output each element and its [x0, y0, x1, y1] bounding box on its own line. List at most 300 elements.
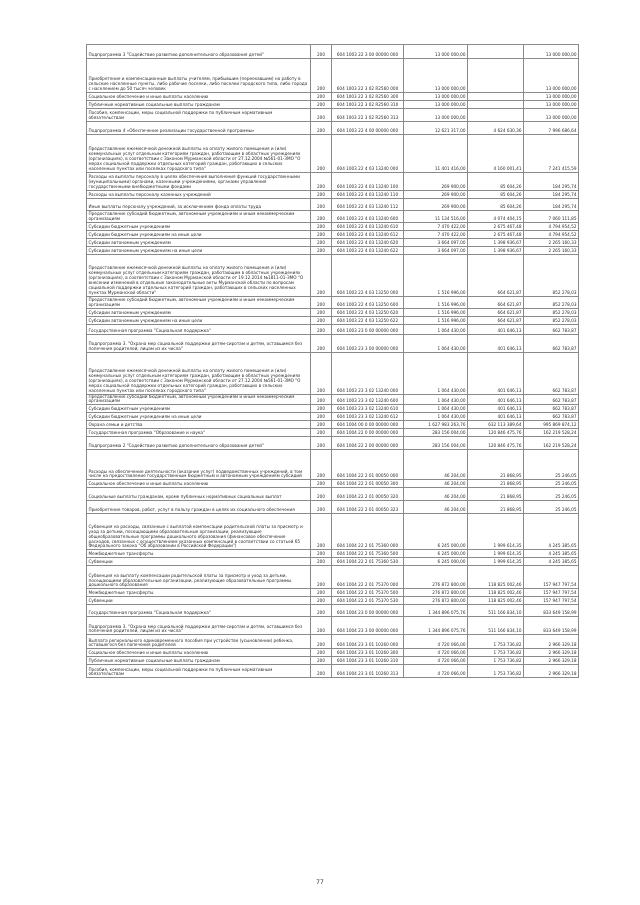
row-description: Предоставление субсидий бюджетным, автономным учреждениям и иным некоммерческим организациям — [87, 210, 311, 222]
table-row — [87, 649, 579, 657]
row-budget-code: 604 1003 22 4 03 13250 600 — [332, 296, 404, 308]
row-remaining-amount: 25 246,05 — [524, 501, 579, 514]
row-executed-amount: 85 604,26 — [468, 190, 524, 198]
row-budget-code: 604 1003 22 3 02 R2560 313 — [332, 108, 404, 121]
table-row — [87, 222, 579, 230]
table-row — [87, 296, 579, 308]
row-admin-code: 200 — [311, 566, 332, 589]
row-executed-amount: 401 646,13 — [468, 324, 524, 334]
row-admin-code: 200 — [311, 617, 332, 635]
row-admin-code: 200 — [311, 550, 332, 558]
row-executed-amount: 85 604,26 — [468, 198, 524, 210]
table-row — [87, 246, 579, 254]
row-remaining-amount: 662 783,87 — [524, 334, 579, 352]
table-row — [87, 617, 579, 635]
row-admin-code: 200 — [311, 308, 332, 316]
row-approved-amount: 283 156 004,00 — [404, 429, 468, 437]
row-description: Подпрограмма 4 «Обеспечение реализации государственной программы» — [87, 121, 311, 134]
row-executed-amount: 4 160 001,41 — [468, 134, 524, 172]
row-budget-code: 604 1003 22 4 03 13240 112 — [332, 198, 404, 210]
row-remaining-amount: 13 000 000,00 — [524, 45, 579, 59]
row-approved-amount: 1 064 430,00 — [404, 405, 468, 413]
row-admin-code: 200 — [311, 134, 332, 172]
row-remaining-amount: 162 219 528,24 — [524, 429, 579, 437]
row-admin-code: 200 — [311, 413, 332, 421]
row-approved-amount: 7 470 422,00 — [404, 222, 468, 230]
row-description: Субсидии автономным учреждениям — [87, 238, 311, 246]
row-description: Субсидии бюджетным учреждениям — [87, 405, 311, 413]
row-admin-code: 200 — [311, 665, 332, 678]
table-row — [87, 45, 579, 59]
row-admin-code: 200 — [311, 589, 332, 597]
row-admin-code: 200 — [311, 405, 332, 413]
table-row — [87, 597, 579, 605]
row-budget-code: 604 1004 22 2 01 00050 000 — [332, 450, 404, 480]
table-row — [87, 566, 579, 589]
row-description: Подпрограмма 3. "Охрана мер социальной поддержки детям-сиротам и детям, оставшимся без попечения родителей, лицам из их числа" — [87, 334, 311, 352]
row-description: Субсидии бюджетным учреждениям на иные цели — [87, 413, 311, 421]
row-budget-code: 604 1003 23 3 02 13240 610 — [332, 405, 404, 413]
row-remaining-amount: 4 794 954,52 — [524, 230, 579, 238]
row-executed-amount: 401 646,13 — [468, 334, 524, 352]
row-executed-amount: 664 621,87 — [468, 316, 524, 324]
row-description: Предоставление ежемесячной денежной выплаты на оплату жилого помещения и (или) коммунальных услуг отдельным категориям граждан, работающим в областных учреждениях (организациях), в соответствии с Законом Мурманской области от 27.12.2004 №561-01-ЗМО "О мерах социальной поддержки отдельных категорий граждан, работающих в сельских населенных пунктах или поселках городского типа" — [87, 352, 311, 394]
row-description: Подпрограмма 2 "Содействие развитию дополнительного образования детей" — [87, 437, 311, 450]
row-budget-code: 604 1003 22 4 03 13240 100 — [332, 172, 404, 190]
row-executed-amount: 664 621,87 — [468, 254, 524, 296]
row-approved-amount: 1 516 996,00 — [404, 254, 468, 296]
row-budget-code: 604 1003 23 3 02 13240 612 — [332, 413, 404, 421]
row-executed-amount: 120 846 475,76 — [468, 429, 524, 437]
table-row — [87, 334, 579, 352]
row-budget-code: 604 1004 22 2 01 00050 320 — [332, 488, 404, 501]
row-budget-code: 604 1003 22 3 02 R2560 000 — [332, 58, 404, 92]
row-admin-code: 200 — [311, 230, 332, 238]
row-remaining-amount: 7 996 686,64 — [524, 121, 579, 134]
row-description: Социальное обеспечение и иные выплаты населению — [87, 649, 311, 657]
row-description: Подпрограмма 3. "Охрана мер социальной поддержки детям-сиротам и детям, оставшимся без попечения родителей, лицам из их числа" — [87, 617, 311, 635]
row-executed-amount: 401 646,13 — [468, 413, 524, 421]
row-approved-amount: 4 720 066,00 — [404, 649, 468, 657]
row-executed-amount — [468, 100, 524, 108]
row-executed-amount: 21 868,95 — [468, 450, 524, 480]
row-admin-code: 200 — [311, 394, 332, 405]
row-budget-code: 604 1004 22 2 01 75370 530 — [332, 597, 404, 605]
row-remaining-amount: 184 295,74 — [524, 190, 579, 198]
row-admin-code: 200 — [311, 437, 332, 450]
row-remaining-amount: 13 000 000,00 — [524, 58, 579, 92]
row-description: Субвенции — [87, 597, 311, 605]
row-admin-code: 200 — [311, 238, 332, 246]
row-admin-code: 200 — [311, 190, 332, 198]
row-approved-amount: 46 204,00 — [404, 480, 468, 488]
row-approved-amount: 13 000 000,00 — [404, 100, 468, 108]
table-row — [87, 108, 579, 121]
row-budget-code: 604 1004 22 2 01 75370 000 — [332, 566, 404, 589]
row-remaining-amount: 184 295,74 — [524, 172, 579, 190]
row-description: Пособия, компенсации, меры социальной поддержки по публичным нормативным обязательствам — [87, 108, 311, 121]
row-budget-code: 604 1004 22 2 01 75360 500 — [332, 550, 404, 558]
row-budget-code: 604 1003 22 3 00 00000 000 — [332, 45, 404, 59]
row-budget-code: 604 1004 23 3 00 00000 000 — [332, 617, 404, 635]
row-admin-code: 200 — [311, 222, 332, 230]
row-approved-amount: 269 900,00 — [404, 172, 468, 190]
row-budget-code: 604 1003 22 4 03 13240 620 — [332, 238, 404, 246]
table-row — [87, 488, 579, 501]
row-admin-code: 200 — [311, 514, 332, 550]
row-approved-amount: 11 134 516,00 — [404, 210, 468, 222]
row-remaining-amount: 162 219 528,24 — [524, 437, 579, 450]
row-description: Предоставление ежемесячной денежной выплаты на оплату жилого помещения и (или) коммунальных услуг отдельным категориям граждан, работающим в областных учреждениях (организациях), в соответствии с Законом Мурманской области от 19.12.2014 №1811-01-ЗМО "О внесении изменений в отдельные законодательные акты Мурманской области по вопросам социальной поддержки отдельных категорий граждан, работающих в сельских населенных пунктах Мурманской области" — [87, 254, 311, 296]
row-executed-amount: 1 398 936,67 — [468, 246, 524, 254]
row-approved-amount: 1 064 430,00 — [404, 334, 468, 352]
table-row — [87, 324, 579, 334]
row-description: Расходы на выплаты персоналу казенных учреждений — [87, 190, 311, 198]
row-approved-amount: 276 872 800,00 — [404, 566, 468, 589]
table-row — [87, 421, 579, 429]
row-budget-code: 604 1003 22 3 02 R2560 300 — [332, 92, 404, 100]
row-admin-code: 200 — [311, 172, 332, 190]
row-executed-amount: 4 074 404,15 — [468, 210, 524, 222]
row-description: Межбюджетные трансферты — [87, 550, 311, 558]
table-row — [87, 450, 579, 480]
row-remaining-amount: 13 000 000,00 — [524, 108, 579, 121]
row-executed-amount: 401 646,13 — [468, 394, 524, 405]
table-row — [87, 635, 579, 649]
table-row — [87, 429, 579, 437]
table-row — [87, 605, 579, 617]
table-row — [87, 210, 579, 222]
row-approved-amount: 276 872 800,00 — [404, 597, 468, 605]
row-admin-code: 200 — [311, 296, 332, 308]
budget-execution-table — [86, 44, 579, 678]
row-description: Предоставление субсидий бюджетным, автономным учреждениям и иным некоммерческим организациям — [87, 296, 311, 308]
row-budget-code: 604 1004 22 2 01 75360 530 — [332, 558, 404, 566]
row-approved-amount: 46 204,00 — [404, 450, 468, 480]
row-description: Субсидии автономным учреждениям — [87, 308, 311, 316]
row-executed-amount: 21 868,95 — [468, 501, 524, 514]
table-row — [87, 665, 579, 678]
page-number: 77 — [316, 879, 324, 886]
row-description: Государственная программа "Социальная поддержка" — [87, 324, 311, 334]
row-remaining-amount: 157 947 797,54 — [524, 589, 579, 597]
row-approved-amount: 13 000 000,00 — [404, 92, 468, 100]
row-executed-amount: 1 753 736,82 — [468, 649, 524, 657]
row-budget-code: 604 1003 22 4 03 13240 610 — [332, 222, 404, 230]
row-approved-amount: 13 000 000,00 — [404, 45, 468, 59]
row-budget-code: 604 1003 22 3 02 R2560 310 — [332, 100, 404, 108]
row-approved-amount: 1 344 896 075,76 — [404, 605, 468, 617]
row-executed-amount — [468, 45, 524, 59]
row-description: Расходы на обеспечение деятельности (оказание услуг) подведомственных учреждений, в том числе на предоставление государственным бюджетным и автономным учреждениям субсидий — [87, 450, 311, 480]
row-budget-code: 604 1003 23 0 00 00000 000 — [332, 324, 404, 334]
row-remaining-amount: 852 278,03 — [524, 296, 579, 308]
row-remaining-amount: 852 278,03 — [524, 308, 579, 316]
row-approved-amount: 4 720 066,00 — [404, 635, 468, 649]
table-row — [87, 100, 579, 108]
table-row — [87, 352, 579, 394]
table-row — [87, 514, 579, 550]
row-admin-code: 200 — [311, 334, 332, 352]
row-budget-code: 604 1003 22 4 03 13240 600 — [332, 210, 404, 222]
row-description: Приобретение и компенсационные выплаты учителям, прибывшим (переехавшим) на работу в сельские населенные пункты, либо рабочие поселки, либо поселки городского типа, либо города с населением до 50 тысяч человек — [87, 58, 311, 92]
row-admin-code: 200 — [311, 450, 332, 480]
row-remaining-amount: 2 966 329,18 — [524, 665, 579, 678]
row-approved-amount: 276 872 800,00 — [404, 589, 468, 597]
row-approved-amount: 3 664 097,00 — [404, 246, 468, 254]
row-remaining-amount: 25 246,05 — [524, 450, 579, 480]
row-remaining-amount: 662 783,87 — [524, 324, 579, 334]
row-admin-code: 200 — [311, 657, 332, 665]
table-row — [87, 480, 579, 488]
row-approved-amount: 6 245 000,00 — [404, 550, 468, 558]
row-budget-code: 604 1003 23 3 02 13240 600 — [332, 394, 404, 405]
table-row — [87, 550, 579, 558]
row-description: Публичные нормативные социальные выплаты гражданам — [87, 657, 311, 665]
row-admin-code: 200 — [311, 108, 332, 121]
row-executed-amount: 664 621,87 — [468, 296, 524, 308]
row-approved-amount: 1 516 996,00 — [404, 308, 468, 316]
row-budget-code: 604 1003 22 4 03 13240 000 — [332, 134, 404, 172]
row-executed-amount — [468, 108, 524, 121]
row-budget-code: 604 1004 23 3 01 10260 310 — [332, 657, 404, 665]
row-description: Субсидии бюджетным учреждениям — [87, 222, 311, 230]
table-row — [87, 198, 579, 210]
row-budget-code: 604 1003 22 4 03 13240 612 — [332, 230, 404, 238]
row-description: Выплата регионального единовременного пособия при устройстве (усыновлении) ребенка, оставшегося без попечения родителей — [87, 635, 311, 649]
row-admin-code: 200 — [311, 352, 332, 394]
row-admin-code: 200 — [311, 254, 332, 296]
row-admin-code: 200 — [311, 558, 332, 566]
row-admin-code: 200 — [311, 421, 332, 429]
row-remaining-amount: 25 246,05 — [524, 488, 579, 501]
row-approved-amount: 7 470 422,00 — [404, 230, 468, 238]
row-approved-amount: 1 064 430,00 — [404, 352, 468, 394]
row-remaining-amount: 833 649 158,99 — [524, 605, 579, 617]
row-remaining-amount: 4 245 385,65 — [524, 514, 579, 550]
row-description: Субсидии бюджетным учреждениям на иные цели — [87, 230, 311, 238]
table-row — [87, 190, 579, 198]
row-approved-amount: 46 204,00 — [404, 501, 468, 514]
row-budget-code: 604 1004 22 2 01 75360 000 — [332, 514, 404, 550]
row-executed-amount — [468, 92, 524, 100]
row-admin-code: 200 — [311, 488, 332, 501]
row-description: Приобретение товаров, работ, услуг в пользу граждан в целях их социального обеспечения — [87, 501, 311, 514]
row-approved-amount: 13 000 000,00 — [404, 108, 468, 121]
row-admin-code: 200 — [311, 605, 332, 617]
row-approved-amount: 46 204,00 — [404, 488, 468, 501]
row-remaining-amount: 25 246,05 — [524, 480, 579, 488]
row-admin-code: 200 — [311, 45, 332, 59]
row-executed-amount: 118 825 002,46 — [468, 566, 524, 589]
row-admin-code: 200 — [311, 635, 332, 649]
row-executed-amount: 118 825 002,46 — [468, 589, 524, 597]
table-row — [87, 308, 579, 316]
row-description: Социальные выплаты гражданам, кроме публичных нормативных социальных выплат — [87, 488, 311, 501]
row-budget-code: 604 1003 23 3 02 13240 000 — [332, 352, 404, 394]
row-budget-code: 604 1003 22 4 03 13240 110 — [332, 190, 404, 198]
row-remaining-amount: 4 794 954,52 — [524, 222, 579, 230]
row-admin-code: 200 — [311, 121, 332, 134]
table-row — [87, 558, 579, 566]
table-row — [87, 92, 579, 100]
row-executed-amount: 2 675 467,48 — [468, 222, 524, 230]
row-description: Субсидии автономным учреждениям на иные цели — [87, 246, 311, 254]
row-remaining-amount: 2 265 160,33 — [524, 246, 579, 254]
row-description: Публичные нормативные социальные выплаты гражданам — [87, 100, 311, 108]
row-executed-amount: 664 621,87 — [468, 308, 524, 316]
row-executed-amount: 118 825 002,46 — [468, 597, 524, 605]
row-admin-code: 200 — [311, 501, 332, 514]
row-budget-code: 604 1003 22 4 00 00000 000 — [332, 121, 404, 134]
row-admin-code: 200 — [311, 480, 332, 488]
row-admin-code: 200 — [311, 649, 332, 657]
row-executed-amount: 401 646,13 — [468, 352, 524, 394]
row-executed-amount: 21 868,95 — [468, 480, 524, 488]
row-executed-amount: 1 753 736,82 — [468, 657, 524, 665]
row-budget-code: 604 1004 23 3 01 10260 300 — [332, 649, 404, 657]
row-budget-code: 604 1003 22 4 03 13250 622 — [332, 316, 404, 324]
table-row — [87, 657, 579, 665]
row-remaining-amount: 852 278,03 — [524, 316, 579, 324]
row-admin-code: 200 — [311, 58, 332, 92]
table-row — [87, 316, 579, 324]
row-approved-amount: 11 401 416,00 — [404, 134, 468, 172]
row-executed-amount: 401 646,13 — [468, 405, 524, 413]
row-executed-amount: 511 166 834,10 — [468, 605, 524, 617]
row-approved-amount: 1 627 983 263,76 — [404, 421, 468, 429]
row-approved-amount: 6 245 000,00 — [404, 558, 468, 566]
row-remaining-amount: 662 783,87 — [524, 352, 579, 394]
row-budget-code: 604 1004 23 0 00 00000 000 — [332, 605, 404, 617]
row-approved-amount: 13 000 000,00 — [404, 58, 468, 92]
row-admin-code: 200 — [311, 92, 332, 100]
row-budget-code: 604 1003 22 4 03 13240 622 — [332, 246, 404, 254]
row-budget-code: 604 1003 22 4 03 13250 000 — [332, 254, 404, 296]
row-executed-amount: 85 604,26 — [468, 172, 524, 190]
row-admin-code: 200 — [311, 100, 332, 108]
row-approved-amount: 1 344 896 075,76 — [404, 617, 468, 635]
row-description: Охрана семьи и детства — [87, 421, 311, 429]
row-admin-code: 200 — [311, 210, 332, 222]
row-executed-amount: 1 753 736,82 — [468, 665, 524, 678]
row-description: Субвенция на выплату компенсации родительской платы за присмотр и уход за детьми, посещающими образовательные организации, реализующие образовательные программы дошкольного образования — [87, 566, 311, 589]
row-remaining-amount: 4 245 385,65 — [524, 550, 579, 558]
row-budget-code: 604 1004 22 2 01 00050 300 — [332, 480, 404, 488]
row-remaining-amount: 2 966 329,18 — [524, 649, 579, 657]
row-remaining-amount: 2 265 160,33 — [524, 238, 579, 246]
row-approved-amount: 269 900,00 — [404, 190, 468, 198]
row-approved-amount: 1 064 430,00 — [404, 413, 468, 421]
row-description: Субвенции — [87, 558, 311, 566]
row-description: Предоставление ежемесячной денежной выплаты на оплату жилого помещения и (или) коммунальных услуг отдельным категориям граждан, работающим в областных учреждениях (организациях), в соответствии с Законом Мурманской области от 27.12.2004 №561-01-ЗМО "О мерах социальной поддержки отдельных категорий граждан, работающих в сельских населенных пунктах или поселках городского типа" — [87, 134, 311, 172]
row-executed-amount: 632 113 389,64 — [468, 421, 524, 429]
row-description: Расходы на выплаты персоналу в целях обеспечения выполнения функций государственными (муниципальными) органами, казенными учреждениями, органами управления государственными внебюджетными фондами — [87, 172, 311, 190]
row-description: Государственная программа "Социальная поддержка" — [87, 605, 311, 617]
row-description: Межбюджетные трансферты — [87, 589, 311, 597]
row-executed-amount: 21 868,95 — [468, 488, 524, 501]
row-description: Подпрограмма 3 "Содействие развитию дополнительного образования детей" — [87, 45, 311, 59]
row-approved-amount: 1 516 996,00 — [404, 316, 468, 324]
row-remaining-amount: 7 060 111,85 — [524, 210, 579, 222]
row-approved-amount: 6 245 000,00 — [404, 514, 468, 550]
table-row — [87, 134, 579, 172]
row-admin-code: 200 — [311, 246, 332, 254]
row-description: Пособия, компенсации, меры социальной поддержки по публичным нормативным обязательствам — [87, 665, 311, 678]
row-remaining-amount: 184 295,74 — [524, 198, 579, 210]
row-description: Государственная программа "Образование и наука" — [87, 429, 311, 437]
row-budget-code: 604 1004 23 3 01 10260 313 — [332, 665, 404, 678]
row-executed-amount: 2 675 467,48 — [468, 230, 524, 238]
row-approved-amount: 1 064 430,00 — [404, 324, 468, 334]
row-executed-amount: 511 166 834,10 — [468, 617, 524, 635]
table-row — [87, 254, 579, 296]
row-remaining-amount: 662 783,87 — [524, 405, 579, 413]
row-remaining-amount: 995 869 874,12 — [524, 421, 579, 429]
table-row — [87, 405, 579, 413]
row-budget-code: 604 1004 23 3 01 10260 000 — [332, 635, 404, 649]
table-row — [87, 437, 579, 450]
row-admin-code: 200 — [311, 597, 332, 605]
row-description: Субвенция на расходы, связанные с выплатой компенсации родительской платы за присмотр и уход за детьми, посещающими образовательные организации, реализующие общеобразовательные программы дошкольного образования (финансовое обеспечение расходов, связанных с осуществлением указанных компенсаций в соответствии со статьей 65 Федерального закона "Об образовании в Российской Федерации") — [87, 514, 311, 550]
row-executed-amount: 1 753 736,82 — [468, 635, 524, 649]
row-remaining-amount: 662 783,87 — [524, 413, 579, 421]
row-remaining-amount: 13 000 000,00 — [524, 100, 579, 108]
table-row — [87, 413, 579, 421]
row-approved-amount: 4 720 066,00 — [404, 665, 468, 678]
row-description: Социальное обеспечение и иные выплаты населению — [87, 92, 311, 100]
row-budget-code: 604 1003 23 3 00 00000 000 — [332, 334, 404, 352]
row-executed-amount: 1 999 614,35 — [468, 514, 524, 550]
row-remaining-amount: 157 947 797,54 — [524, 597, 579, 605]
row-approved-amount: 269 900,00 — [404, 198, 468, 210]
row-description: Социальное обеспечение и иные выплаты населению — [87, 480, 311, 488]
row-remaining-amount: 662 783,87 — [524, 394, 579, 405]
row-admin-code: 200 — [311, 324, 332, 334]
table-row — [87, 501, 579, 514]
row-approved-amount: 3 664 097,00 — [404, 238, 468, 246]
row-executed-amount: 1 999 614,35 — [468, 558, 524, 566]
row-executed-amount: 1 999 614,35 — [468, 550, 524, 558]
row-remaining-amount: 4 245 385,65 — [524, 558, 579, 566]
row-approved-amount: 283 156 004,00 — [404, 437, 468, 450]
table-row — [87, 172, 579, 190]
row-admin-code: 200 — [311, 198, 332, 210]
row-remaining-amount: 7 241 415,59 — [524, 134, 579, 172]
table-row — [87, 394, 579, 405]
table-body — [87, 45, 579, 678]
row-budget-code: 604 1004 00 0 00 00000 000 — [332, 421, 404, 429]
row-executed-amount — [468, 58, 524, 92]
table-row — [87, 58, 579, 92]
row-executed-amount: 120 846 475,76 — [468, 437, 524, 450]
row-remaining-amount: 2 966 329,18 — [524, 635, 579, 649]
row-executed-amount: 1 398 936,67 — [468, 238, 524, 246]
row-approved-amount: 1 064 430,00 — [404, 394, 468, 405]
row-approved-amount: 4 720 066,00 — [404, 657, 468, 665]
table-row — [87, 238, 579, 246]
row-budget-code: 604 1004 22 2 01 00050 323 — [332, 501, 404, 514]
row-approved-amount: 12 621 317,00 — [404, 121, 468, 134]
row-budget-code: 604 1003 22 4 03 13250 620 — [332, 308, 404, 316]
table-row — [87, 121, 579, 134]
row-budget-code: 604 1004 22 2 01 75370 500 — [332, 589, 404, 597]
row-executed-amount: 4 624 630,36 — [468, 121, 524, 134]
row-remaining-amount: 852 278,03 — [524, 254, 579, 296]
row-approved-amount: 1 516 996,00 — [404, 296, 468, 308]
row-remaining-amount: 157 947 797,54 — [524, 566, 579, 589]
row-remaining-amount: 2 966 329,18 — [524, 657, 579, 665]
